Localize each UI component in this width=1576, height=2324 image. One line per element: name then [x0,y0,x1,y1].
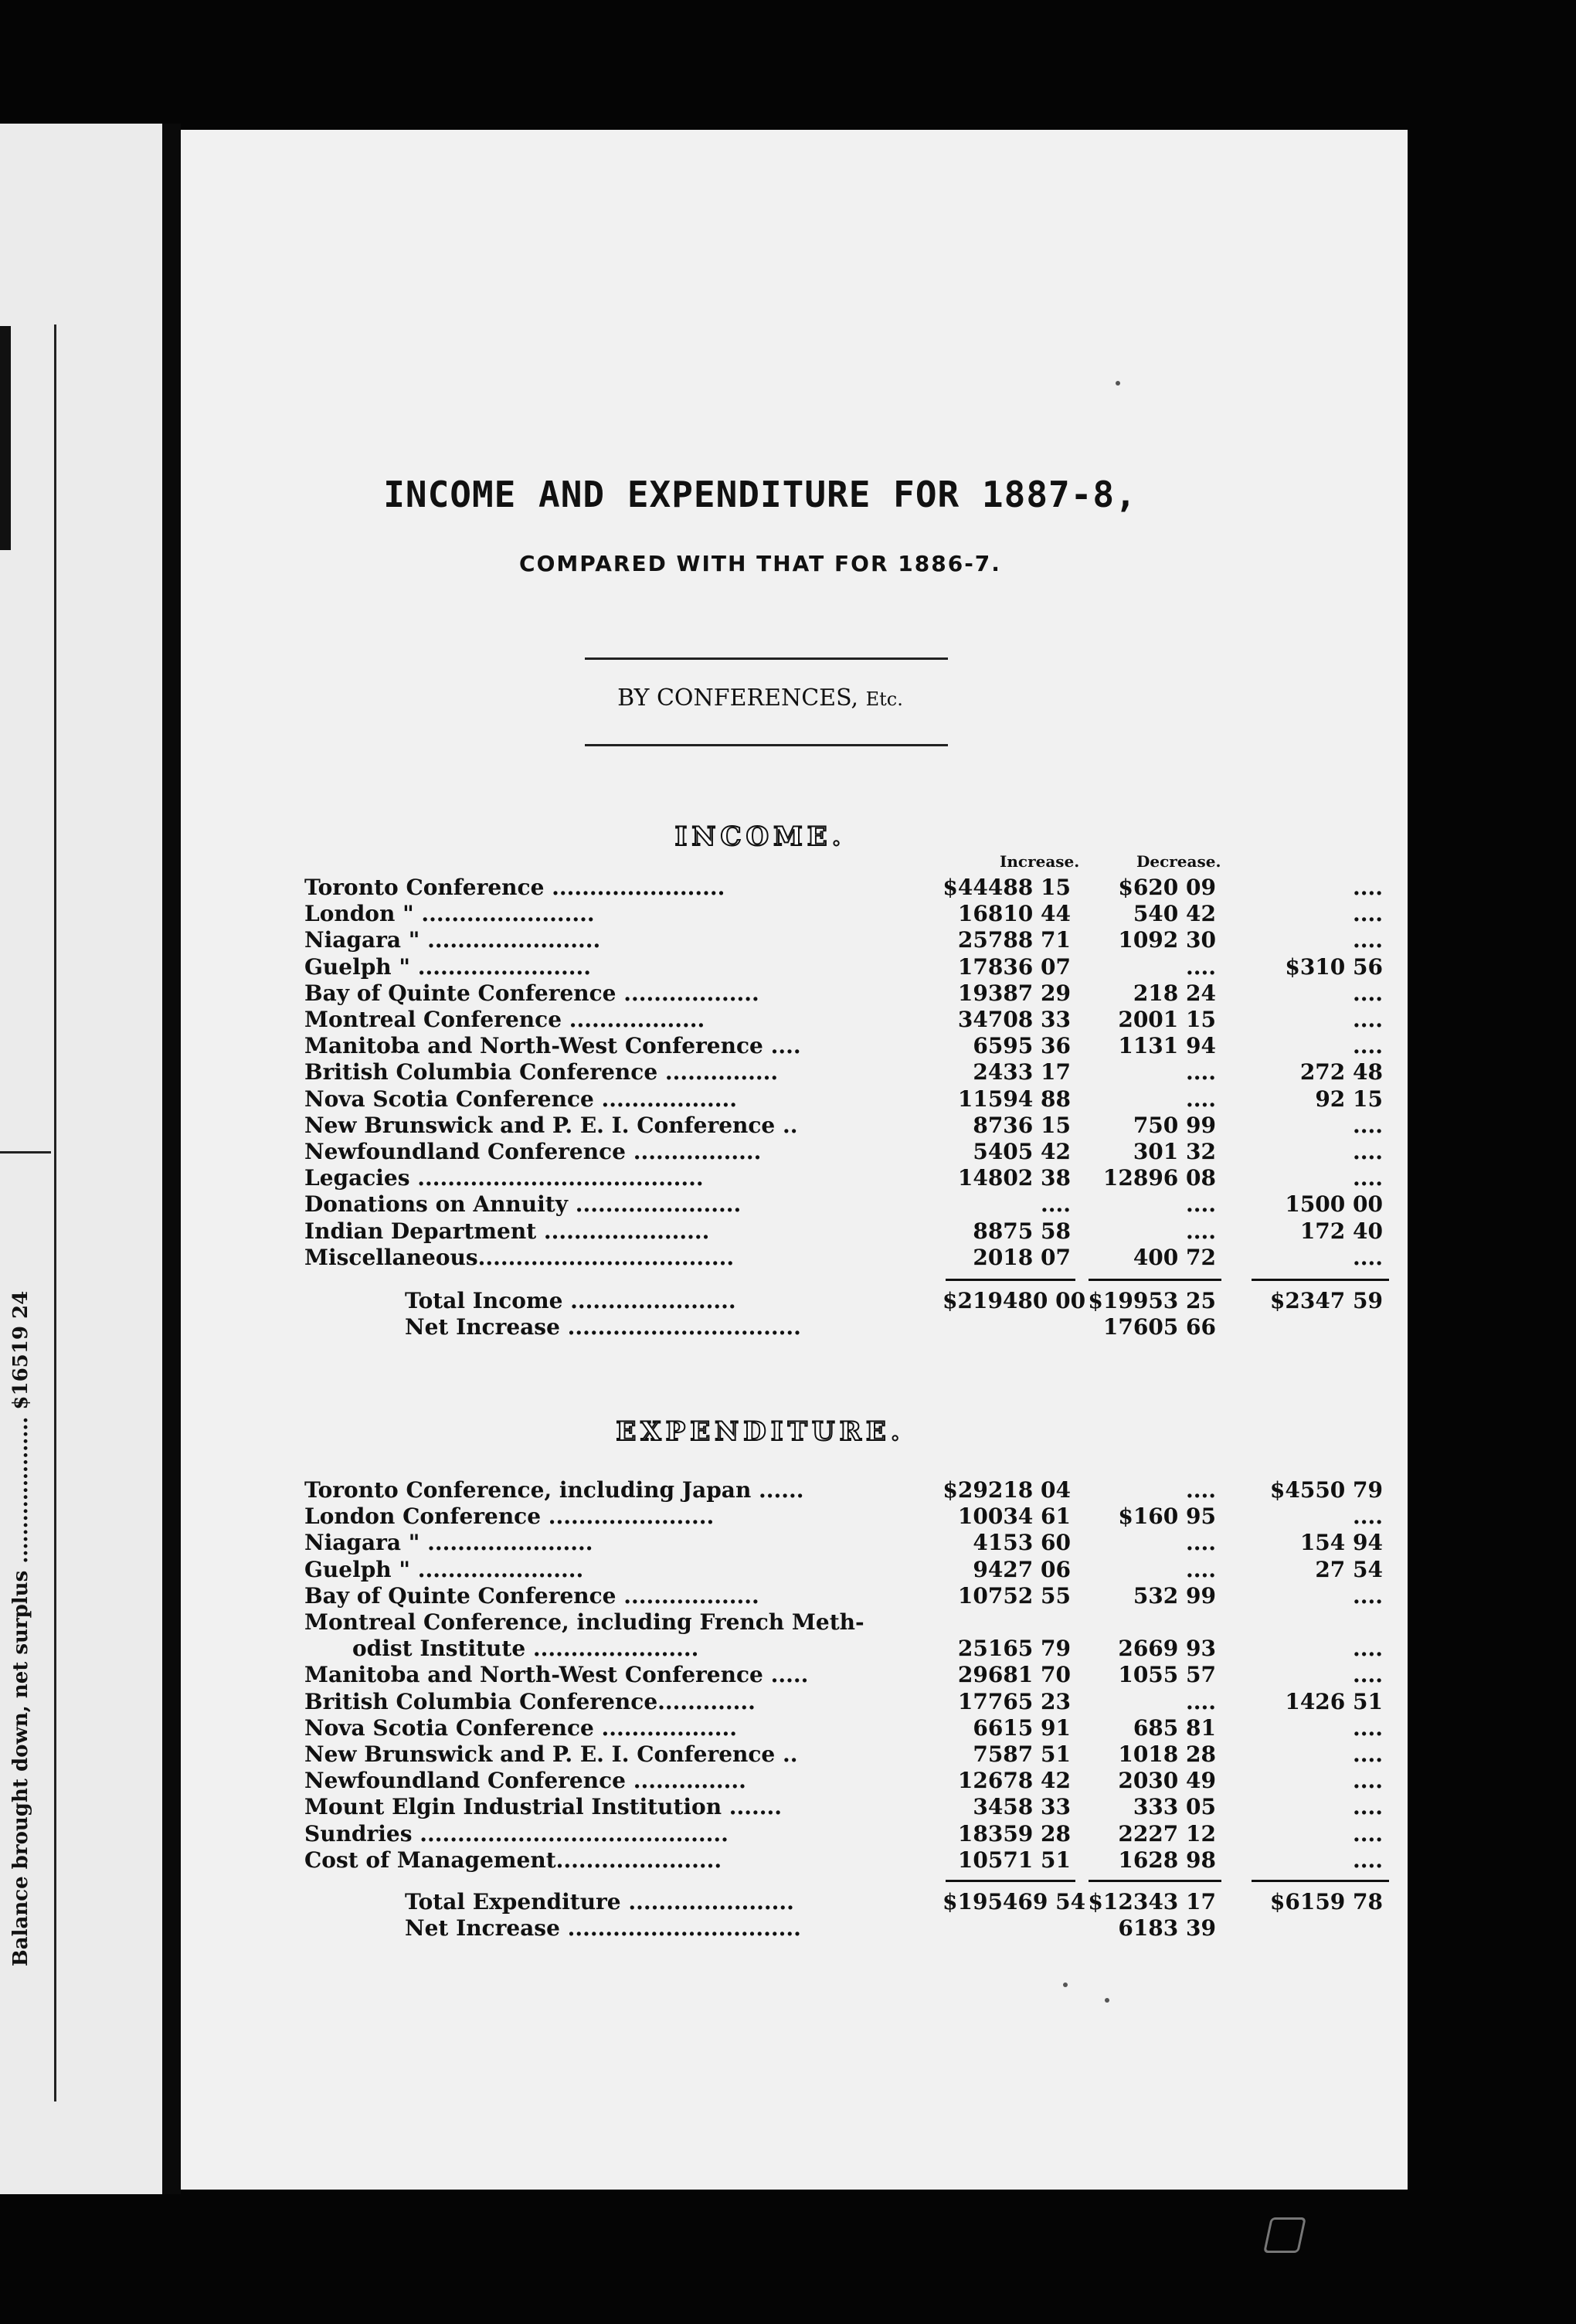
row-label: Montreal Conference, including French Meth- [304,1609,864,1635]
etc-label: Etc. [865,688,903,710]
row-increase: 540 42 [1133,901,1216,926]
row-increase: 532 99 [1133,1583,1216,1609]
row-label: Toronto Conference ....................... [304,875,725,900]
table-row [304,1191,1425,1218]
row-amount: 18359 28 [957,1821,1071,1847]
row-decrease: .... [1353,1794,1383,1819]
table-row [304,1530,1425,1556]
row-decrease: .... [1353,875,1383,900]
row-label: Montreal Conference .................. [304,1007,705,1032]
row-decrease: .... [1353,1033,1383,1058]
table-row [304,901,1425,927]
row-increase: 400 72 [1133,1245,1216,1270]
row-increase: .... [1186,1557,1216,1582]
row-label: Newfoundland Conference ................. [304,1139,762,1164]
page-title: INCOME AND EXPENDITURE FOR 1887-8, [383,474,1137,515]
row-amount: 10571 51 [957,1847,1071,1873]
row-decrease: 172 40 [1299,1218,1383,1244]
row-increase: .... [1186,1191,1216,1217]
row-amount: 6615 91 [973,1715,1071,1741]
row-amount: 19387 29 [957,980,1071,1006]
row-increase: .... [1186,1059,1216,1085]
row-amount: 10034 61 [957,1503,1071,1529]
table-row [304,1768,1425,1794]
by-conferences-label: BY CONFERENCES, [617,685,859,712]
row-amount: 17836 07 [957,954,1071,980]
row-amount: 34708 33 [957,1007,1071,1032]
left-page-edge [0,124,162,2194]
row-increase: 12896 08 [1102,1165,1216,1191]
row-increase: 1055 57 [1118,1662,1216,1687]
row-label: odist Institute ...................... [352,1636,699,1661]
table-row [304,1847,1425,1874]
row-increase: 17605 66 [1102,1314,1216,1340]
row-label: Manitoba and North-West Conference .... [304,1033,801,1058]
row-label: Bay of Quinte Conference .................. [304,1583,759,1609]
table-row [304,1636,1425,1662]
row-label: Toronto Conference, including Japan ...... [304,1477,804,1503]
ink-speck [1116,381,1120,386]
row-decrease: .... [1353,901,1383,926]
table-row [304,1689,1425,1715]
expenditure-heading: EXPENDITURE. [616,1416,905,1447]
sum-rule [1252,1279,1389,1281]
row-amount: 25165 79 [957,1636,1071,1661]
row-label: Guelph " ...................... [304,1557,584,1582]
table-row [304,1821,1425,1847]
row-increase: .... [1186,954,1216,980]
row-amount: $29218 04 [943,1477,1071,1503]
table-row [304,1503,1425,1530]
table-row [304,875,1425,901]
row-label: Indian Department ...................... [304,1218,710,1244]
left-page-black-bar [0,326,11,550]
row-amount: 6595 36 [973,1033,1071,1058]
by-conferences-heading [181,685,1340,712]
row-decrease: .... [1353,1847,1383,1873]
row-decrease: $6159 78 [1269,1889,1383,1915]
row-decrease: .... [1353,1636,1383,1661]
row-increase: 685 81 [1133,1715,1216,1741]
row-decrease: .... [1353,1165,1383,1191]
row-amount: 10752 55 [957,1583,1071,1609]
income-decrease-header: Decrease. [1136,852,1221,871]
table-row [304,1007,1425,1033]
page-subtitle: COMPARED WITH THAT FOR 1886-7. [519,551,1001,576]
row-increase: 1628 98 [1118,1847,1216,1873]
row-decrease: $2347 59 [1269,1288,1383,1313]
row-increase: .... [1186,1477,1216,1503]
sum-rule [1089,1880,1221,1882]
table-row [304,1059,1425,1086]
row-amount: .... [1041,1191,1071,1217]
row-increase: 1131 94 [1118,1033,1216,1058]
left-page-rule [54,324,56,2101]
row-decrease: .... [1353,1662,1383,1687]
table-row [304,1741,1425,1768]
table-row [304,1477,1425,1503]
left-page-balance-text: Balance brought down, net surplus ..................... $16519 24 [9,1290,32,1967]
row-decrease: .... [1353,1139,1383,1164]
row-amount: 11594 88 [957,1086,1071,1112]
row-increase: .... [1186,1218,1216,1244]
row-label: New Brunswick and P. E. I. Conference .. [304,1741,798,1767]
row-label: Sundries ......................................... [304,1821,729,1847]
row-label: Mount Elgin Industrial Institution ....... [304,1794,783,1819]
table-row [304,1557,1425,1583]
row-decrease: .... [1353,1583,1383,1609]
row-decrease: 272 48 [1299,1059,1383,1085]
row-label: Net Increase ............................... [405,1314,801,1340]
row-increase: 1018 28 [1118,1741,1216,1767]
row-amount: $219480 00 [943,1288,1086,1313]
income-increase-header: Increase. [1000,852,1080,871]
row-increase: 333 05 [1133,1794,1216,1819]
row-label: Niagara " ....................... [304,927,601,953]
table-row [304,1662,1425,1688]
ink-speck [1105,1998,1109,2003]
row-increase: $19953 25 [1088,1288,1216,1313]
table-row [304,1139,1425,1165]
divider-bottom [585,744,948,746]
row-amount: 2018 07 [973,1245,1071,1270]
row-increase: $160 95 [1118,1503,1216,1529]
row-label: Donations on Annuity ...................... [304,1191,742,1217]
table-row [304,1113,1425,1139]
row-increase: 2001 15 [1118,1007,1216,1032]
row-label: Guelph " ....................... [304,954,591,980]
row-decrease: $310 56 [1285,954,1383,980]
row-decrease: .... [1353,1007,1383,1032]
row-decrease: 27 54 [1315,1557,1383,1582]
table-row [304,1715,1425,1741]
document-page [181,130,1408,2190]
table-row [304,1288,1425,1314]
row-decrease: 154 94 [1299,1530,1383,1555]
row-amount: $195469 54 [943,1889,1086,1915]
row-label: London Conference ...................... [304,1503,715,1529]
sum-rule [946,1279,1075,1281]
row-label: Nova Scotia Conference .................. [304,1715,738,1741]
row-increase: $12343 17 [1088,1889,1216,1915]
row-increase: 6183 39 [1118,1915,1216,1941]
row-amount: 7587 51 [973,1741,1071,1767]
row-increase: 301 32 [1133,1139,1216,1164]
row-increase: 218 24 [1133,980,1216,1006]
row-label: Total Income ...................... [405,1288,736,1313]
row-amount: 12678 42 [957,1768,1071,1793]
table-row [304,1033,1425,1059]
table-row [304,1794,1425,1820]
row-amount: 17765 23 [957,1689,1071,1714]
row-increase: .... [1186,1086,1216,1112]
table-row [304,1583,1425,1609]
row-increase: 2669 93 [1118,1636,1216,1661]
row-increase: 1092 30 [1118,927,1216,953]
row-amount: 16810 44 [957,901,1071,926]
row-increase: 2030 49 [1118,1768,1216,1793]
table-row [304,1915,1425,1942]
row-amount: $44488 15 [943,875,1071,900]
table-row [304,1218,1425,1245]
row-label: British Columbia Conference............. [304,1689,756,1714]
income-heading: INCOME. [674,821,846,852]
row-decrease: .... [1353,980,1383,1006]
row-label: New Brunswick and P. E. I. Conference .. [304,1113,798,1138]
row-decrease: .... [1353,1768,1383,1793]
row-amount: 8736 15 [973,1113,1071,1138]
row-decrease: .... [1353,1503,1383,1529]
row-increase: 750 99 [1133,1113,1216,1138]
sum-rule [1089,1279,1221,1281]
table-row [304,1165,1425,1191]
table-row [304,980,1425,1007]
row-label: Total Expenditure ...................... [405,1889,794,1915]
row-label: British Columbia Conference ............... [304,1059,779,1085]
row-increase: .... [1186,1689,1216,1714]
row-amount: 14802 38 [957,1165,1071,1191]
row-label: Bay of Quinte Conference .................. [304,980,759,1006]
table-row [304,1314,1425,1340]
ink-speck [1063,1983,1068,1987]
table-row [304,1889,1425,1915]
row-decrease: .... [1353,1821,1383,1847]
row-decrease: .... [1353,1245,1383,1270]
row-decrease: .... [1353,1715,1383,1741]
row-label: Legacies ...................................... [304,1165,704,1191]
row-label: London " ....................... [304,901,595,926]
table-row [304,1609,1425,1636]
book-gutter [162,124,181,2194]
sum-rule [946,1880,1075,1882]
row-amount: 4153 60 [973,1530,1071,1555]
divider-top [585,657,948,660]
left-page-tick [0,1151,51,1154]
row-increase: .... [1186,1530,1216,1555]
table-row [304,927,1425,953]
row-decrease: .... [1353,1741,1383,1767]
row-amount: 9427 06 [973,1557,1071,1582]
row-amount: 8875 58 [973,1218,1071,1244]
row-label: Miscellaneous.................................. [304,1245,735,1270]
row-amount: 25788 71 [957,927,1071,953]
row-label: Manitoba and North-West Conference ..... [304,1662,809,1687]
row-amount: 5405 42 [973,1139,1071,1164]
row-decrease: .... [1353,1113,1383,1138]
row-decrease: 1426 51 [1285,1689,1383,1714]
row-decrease: $4550 79 [1269,1477,1383,1503]
row-decrease: 1500 00 [1285,1191,1383,1217]
row-amount: 29681 70 [957,1662,1071,1687]
row-label: Niagara " ...................... [304,1530,593,1555]
table-row [304,1086,1425,1113]
table-row [304,1245,1425,1271]
row-increase: $620 09 [1118,875,1216,900]
corner-stamp-mark [1263,2217,1306,2253]
row-decrease: 92 15 [1315,1086,1383,1112]
table-row [304,954,1425,980]
row-label: Nova Scotia Conference .................. [304,1086,738,1112]
row-label: Net Increase ............................... [405,1915,801,1941]
row-increase: 2227 12 [1118,1821,1216,1847]
row-label: Newfoundland Conference ............... [304,1768,746,1793]
row-label: Cost of Management...................... [304,1847,722,1873]
row-decrease: .... [1353,927,1383,953]
row-amount: 2433 17 [973,1059,1071,1085]
row-amount: 3458 33 [973,1794,1071,1819]
sum-rule [1252,1880,1389,1882]
